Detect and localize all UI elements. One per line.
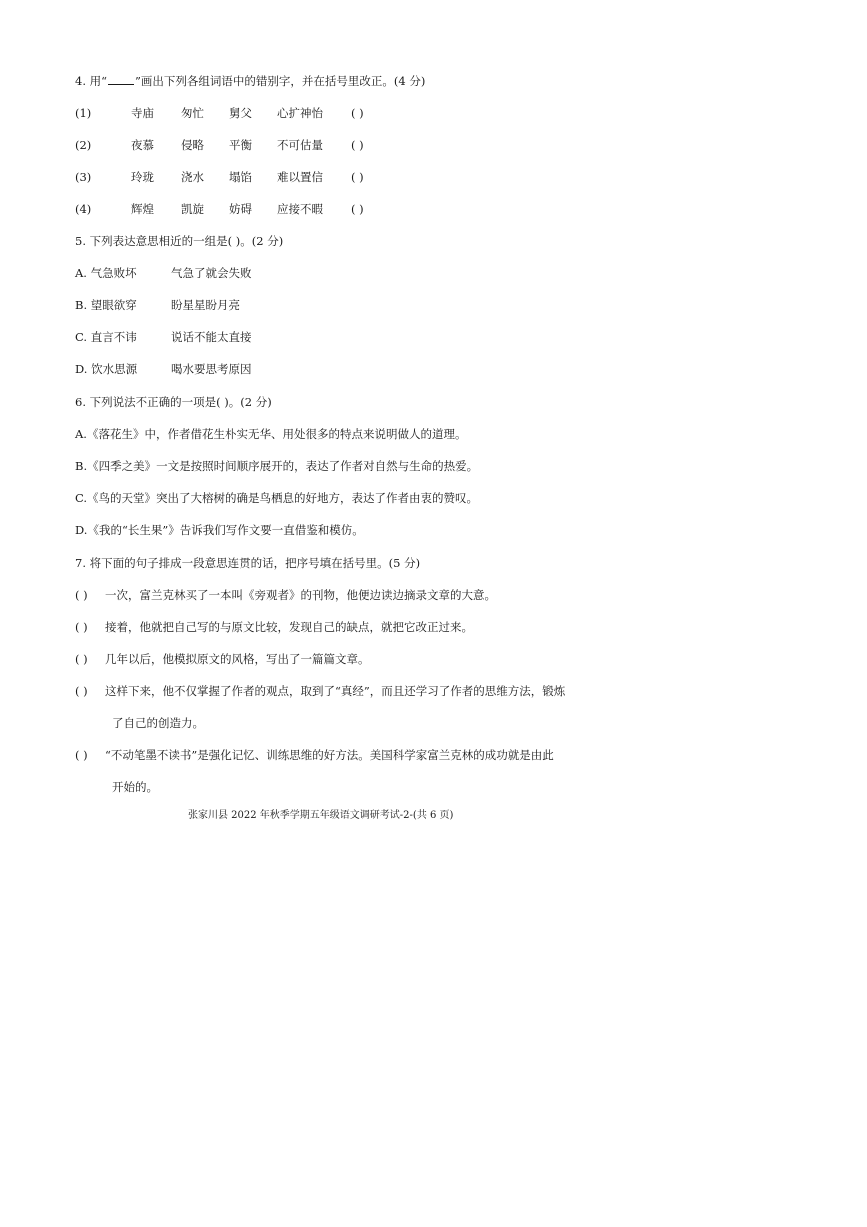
- sentence-text: 几年以后，他模拟原文的风格，写出了一篇篇文章。: [105, 652, 370, 666]
- word: 夜慕: [131, 138, 154, 152]
- q7-sentence-2: [75, 620, 473, 634]
- option-desc: 喝水要思考原因: [171, 362, 252, 376]
- q4-title-post: ”画出下列各组词语中的错别字，并在括号里改正。(4 分): [135, 74, 426, 88]
- q5-option-a[interactable]: [75, 266, 252, 280]
- q5-option-c[interactable]: [75, 330, 252, 344]
- sentence-text: 一次，富兰克林买了一本叫《旁观者》的刊物，他便边读边摘录文章的大意。: [105, 588, 496, 602]
- q4-title: [75, 74, 425, 88]
- q7-sentence-1: [75, 588, 496, 602]
- word: 妨碍: [229, 202, 252, 216]
- word: 浇水: [181, 170, 204, 184]
- q4-row-3: [75, 170, 364, 184]
- option-label: C. 直言不讳: [75, 330, 137, 344]
- word: 应接不暇: [277, 202, 323, 216]
- answer-blank[interactable]: ( ): [351, 138, 364, 152]
- answer-blank[interactable]: ( ): [351, 106, 364, 120]
- q4-row-2: [75, 138, 364, 152]
- order-blank[interactable]: ( ): [75, 620, 88, 634]
- row-number: (1): [75, 106, 92, 120]
- word: 寺庙: [131, 106, 154, 120]
- word: 玲珑: [131, 170, 154, 184]
- order-blank[interactable]: ( ): [75, 588, 88, 602]
- q7-sentence-4-cont: 了自己的创造力。: [112, 716, 204, 730]
- answer-blank[interactable]: ( ): [351, 202, 364, 216]
- word: 心扩神怡: [277, 106, 323, 120]
- word: 平衡: [229, 138, 252, 152]
- answer-blank[interactable]: ( ): [351, 170, 364, 184]
- word: 侵略: [181, 138, 204, 152]
- q7-sentence-4: [75, 684, 565, 698]
- option-label: B. 望眼欲穿: [75, 298, 137, 312]
- footer-text: 张家川县 2022 年秋季学期五年级语文调研考试-2-(共 6 页): [188, 810, 454, 821]
- q4-row-4: [75, 202, 364, 216]
- q5-option-d[interactable]: [75, 362, 252, 376]
- word: 辉煌: [131, 202, 154, 216]
- word: 塌馅: [229, 170, 252, 184]
- q4-title-pre: 4. 用“: [75, 74, 108, 88]
- q6-title: 6. 下列说法不正确的一项是( )。(2 分): [75, 395, 272, 409]
- q5-title: 5. 下列表达意思相近的一组是( )。(2 分): [75, 234, 284, 248]
- sentence-text: 这样下来，他不仅掌握了作者的观点，取到了“真经”，而且还学习了作者的思维方法，锻炼: [105, 684, 566, 698]
- q4-row-1: [75, 106, 364, 120]
- row-number: (2): [75, 138, 92, 152]
- q7-sentence-5-cont: 开始的。: [112, 780, 158, 794]
- order-blank[interactable]: ( ): [75, 652, 88, 666]
- option-desc: 气急了就会失败: [171, 266, 252, 280]
- q6-option-d[interactable]: D.《我的“长生果”》告诉我们写作文要一直借鉴和模仿。: [75, 523, 364, 537]
- q5-option-b[interactable]: [75, 298, 240, 312]
- word: 凯旋: [181, 202, 204, 216]
- q7-title: 7. 将下面的句子排成一段意思连贯的话，把序号填在括号里。(5 分): [75, 556, 421, 570]
- q7-sentence-5: [75, 748, 554, 762]
- q6-option-a[interactable]: A.《落花生》中，作者借花生朴实无华、用处很多的特点来说明做人的道理。: [75, 427, 467, 441]
- word: 舅父: [229, 106, 252, 120]
- underline-sample: [108, 74, 134, 85]
- row-number: (4): [75, 202, 92, 216]
- sentence-text: “不动笔墨不读书”是强化记忆、训练思维的好方法。美国科学家富兰克林的成功就是由此: [105, 748, 554, 762]
- option-desc: 盼星星盼月亮: [171, 298, 240, 312]
- q6-option-c[interactable]: C.《鸟的天堂》突出了大榕树的确是鸟栖息的好地方，表达了作者由衷的赞叹。: [75, 491, 479, 505]
- word: 匆忙: [181, 106, 204, 120]
- q6-option-b[interactable]: B.《四季之美》一文是按照时间顺序展开的，表达了作者对自然与生命的热爱。: [75, 459, 479, 473]
- option-label: D. 饮水思源: [75, 362, 138, 376]
- order-blank[interactable]: ( ): [75, 684, 88, 698]
- word: 难以置信: [277, 170, 323, 184]
- option-label: A. 气急败坏: [75, 266, 137, 280]
- option-desc: 说话不能太直接: [171, 330, 252, 344]
- order-blank[interactable]: ( ): [75, 748, 88, 762]
- sentence-text: 接着，他就把自己写的与原文比较，发现自己的缺点，就把它改正过来。: [105, 620, 473, 634]
- row-number: (3): [75, 170, 92, 184]
- q7-sentence-3: [75, 652, 370, 666]
- word: 不可估量: [277, 138, 323, 152]
